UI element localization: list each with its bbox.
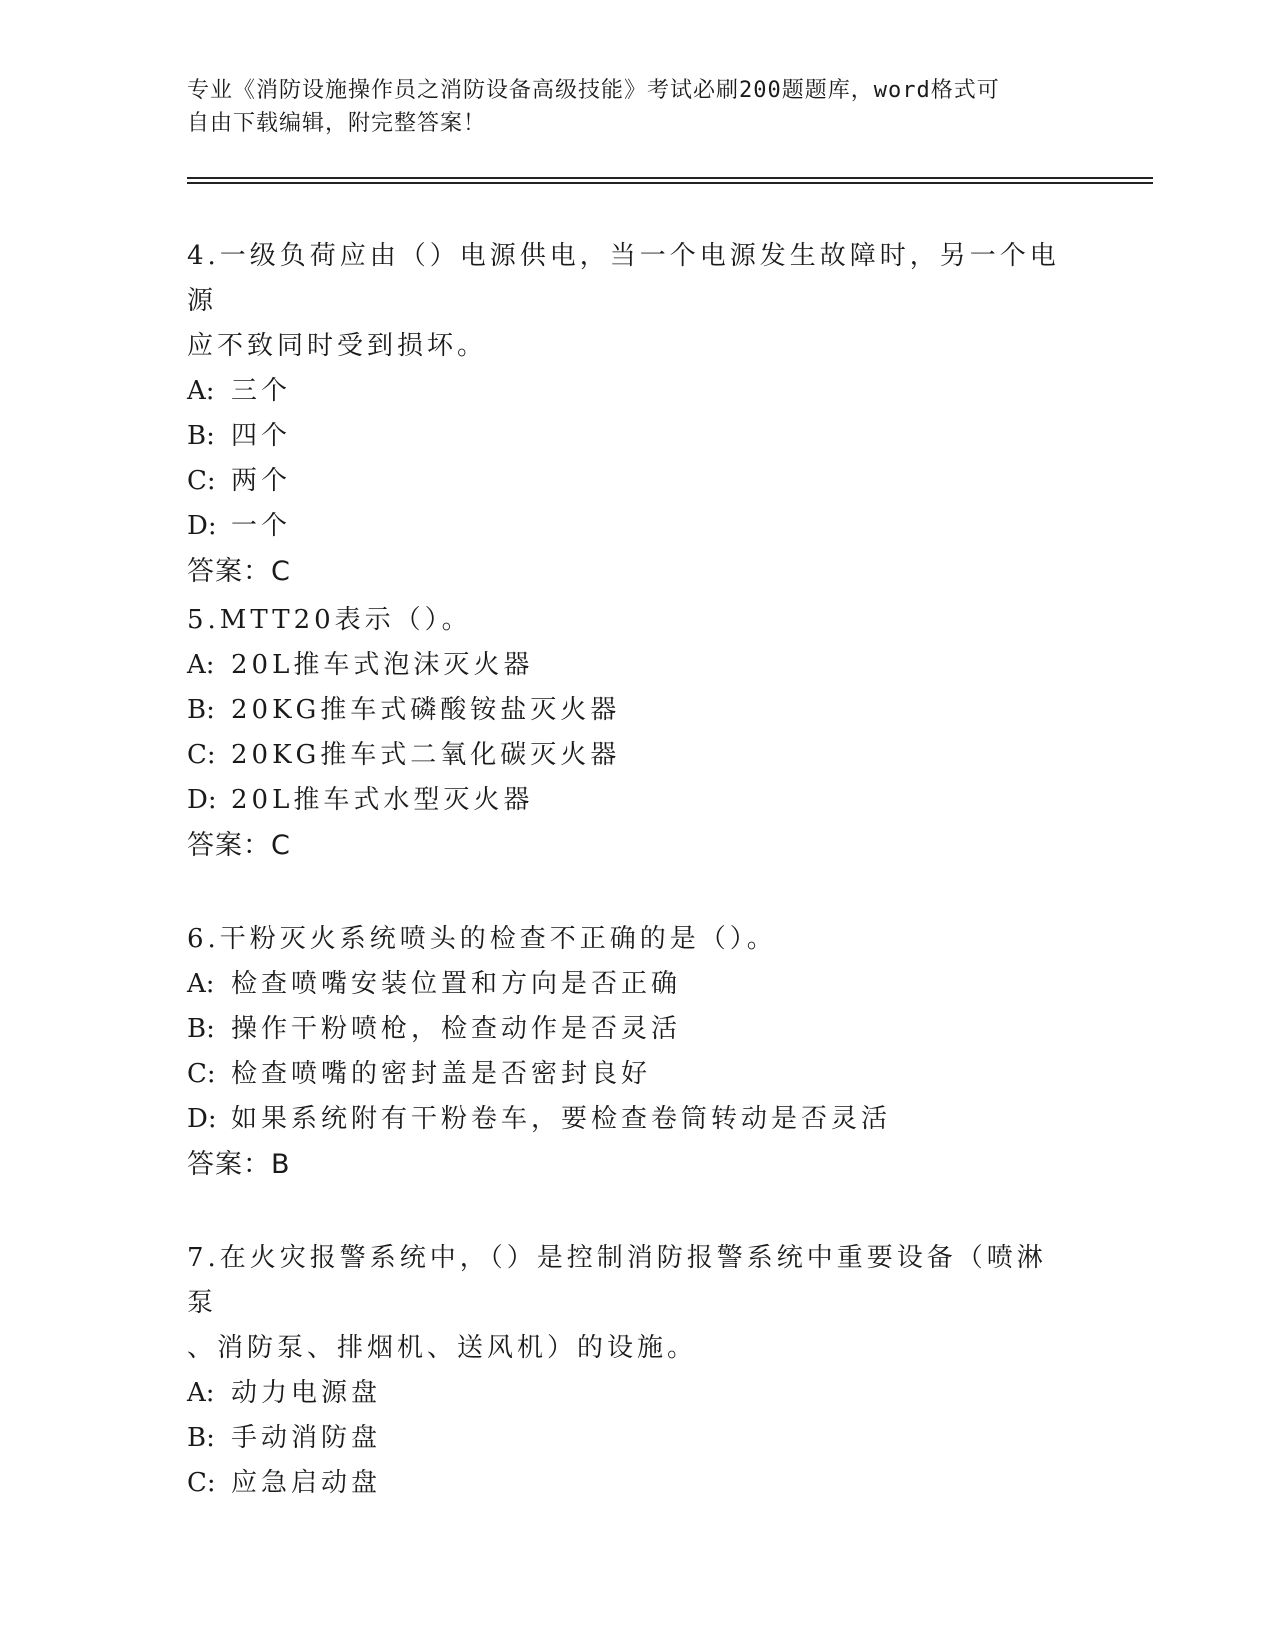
option-d bbox=[187, 1097, 1067, 1142]
header-line-2: 自由下载编辑，附完整答案！ bbox=[187, 111, 487, 136]
option-text: 20KG推车式磷酸铵盐灭火器 bbox=[231, 695, 621, 725]
option-c bbox=[187, 459, 1067, 504]
option-text: 两个 bbox=[231, 466, 292, 496]
option-key: B: bbox=[187, 1423, 215, 1453]
question-7 bbox=[187, 1236, 1067, 1506]
answer: 答案：C bbox=[187, 556, 291, 587]
option-key: A: bbox=[187, 969, 215, 999]
option-key: B: bbox=[187, 695, 215, 725]
option-key: A: bbox=[187, 376, 215, 406]
question-stem-line-1: 4.一级负荷应由（）电源供电，当一个电源发生故障时，另一个电源 bbox=[187, 241, 1060, 316]
option-text: 手动消防盘 bbox=[231, 1423, 382, 1453]
option-key: C: bbox=[187, 740, 216, 770]
answer: 答案：B bbox=[187, 1149, 291, 1180]
option-text: 一个 bbox=[231, 511, 292, 541]
option-c bbox=[187, 733, 1067, 778]
option-key: C: bbox=[187, 466, 216, 496]
option-key: A: bbox=[187, 1378, 215, 1408]
option-b bbox=[187, 1007, 1067, 1052]
option-key: D: bbox=[187, 511, 217, 541]
option-c bbox=[187, 1461, 1067, 1506]
header-divider-top bbox=[187, 177, 1153, 179]
option-text: 应急启动盘 bbox=[231, 1468, 382, 1498]
header-divider-bottom bbox=[187, 182, 1153, 184]
option-text: 三个 bbox=[231, 376, 292, 406]
option-key: B: bbox=[187, 421, 215, 451]
option-text: 操作干粉喷枪，检查动作是否灵活 bbox=[231, 1014, 682, 1044]
document-header bbox=[187, 74, 1067, 140]
option-b bbox=[187, 688, 1067, 733]
option-b bbox=[187, 1416, 1067, 1461]
option-text: 动力电源盘 bbox=[231, 1378, 382, 1408]
option-key: C: bbox=[187, 1468, 216, 1498]
option-text: 如果系统附有干粉卷车，要检查卷筒转动是否灵活 bbox=[231, 1104, 892, 1134]
option-key: D: bbox=[187, 785, 217, 815]
option-d bbox=[187, 778, 1067, 823]
question-stem-line-2: 应不致同时受到损坏。 bbox=[187, 331, 488, 361]
option-text: 20KG推车式二氧化碳灭火器 bbox=[231, 740, 621, 770]
option-key: B: bbox=[187, 1014, 215, 1044]
question-stem-line-2: 、消防泵、排烟机、送风机）的设施。 bbox=[187, 1333, 698, 1363]
option-c bbox=[187, 1052, 1067, 1097]
option-text: 四个 bbox=[231, 421, 292, 451]
question-5 bbox=[187, 598, 1067, 869]
question-stem-line-1: 5.MTT20表示（）。 bbox=[187, 605, 472, 635]
option-b bbox=[187, 414, 1067, 459]
option-a bbox=[187, 1371, 1067, 1416]
question-6 bbox=[187, 917, 1067, 1188]
option-key: A: bbox=[187, 650, 215, 680]
option-text: 检查喷嘴的密封盖是否密封良好 bbox=[231, 1059, 652, 1089]
option-key: C: bbox=[187, 1059, 216, 1089]
option-text: 20L推车式水型灭火器 bbox=[231, 785, 534, 815]
question-4 bbox=[187, 234, 1067, 595]
option-key: D: bbox=[187, 1104, 217, 1134]
answer: 答案：C bbox=[187, 830, 291, 861]
option-text: 20L推车式泡沫灭火器 bbox=[231, 650, 534, 680]
question-stem-line-1: 7.在火灾报警系统中，（）是控制消防报警系统中重要设备（喷淋泵 bbox=[187, 1243, 1047, 1318]
option-d bbox=[187, 504, 1067, 549]
option-a bbox=[187, 643, 1067, 688]
option-a bbox=[187, 962, 1067, 1007]
option-a bbox=[187, 369, 1067, 414]
header-line-1: 专业《消防设施操作员之消防设备高级技能》考试必刷200题题库，word格式可 bbox=[187, 78, 1000, 103]
option-text: 检查喷嘴安装位置和方向是否正确 bbox=[231, 969, 682, 999]
question-stem-line-1: 6.干粉灭火系统喷头的检查不正确的是（）。 bbox=[187, 924, 777, 954]
